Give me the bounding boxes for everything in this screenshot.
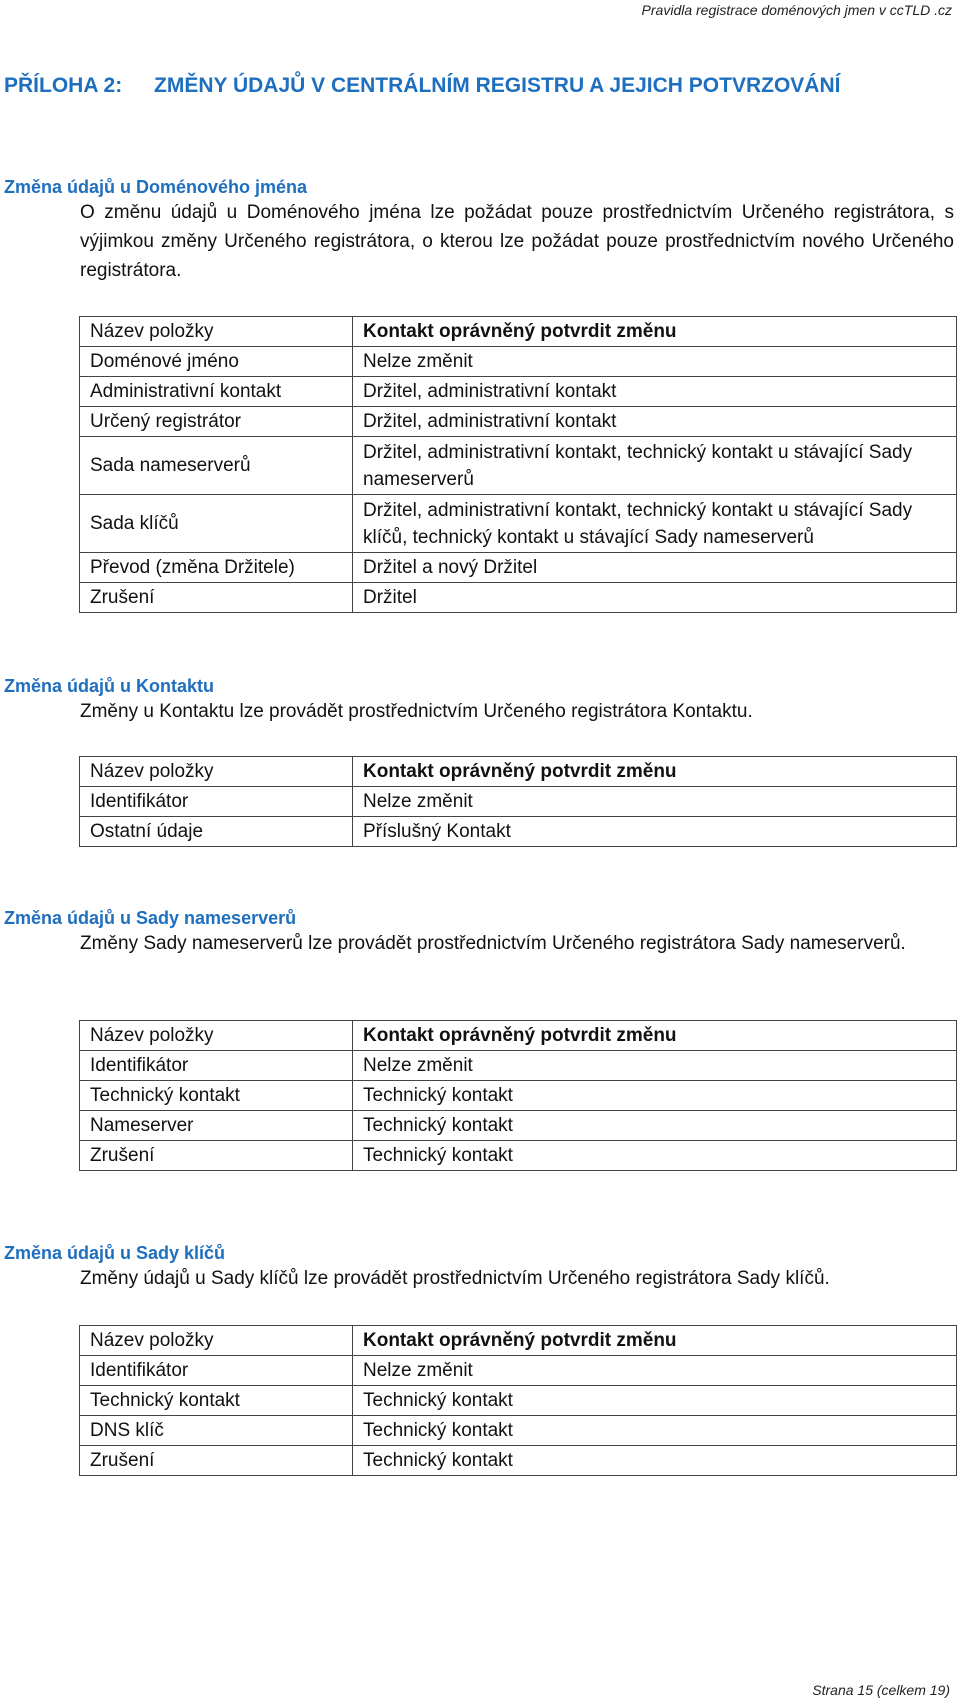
table-row [80, 437, 957, 495]
header-cell-contact: Kontakt oprávněný potvrdit změnu [353, 317, 957, 347]
cell-item: DNS klíč [80, 1416, 353, 1446]
table-row [80, 1356, 957, 1386]
section-paragraph: Změny Sady nameserverů lze provádět prostřednictvím Určeného registrátora Sady nameserverů. [80, 933, 906, 954]
table-row [80, 1051, 957, 1081]
table-keyset [79, 1325, 957, 1476]
header-cell-contact: Kontakt oprávněný potvrdit změnu [353, 757, 957, 787]
cell-item: Nameserver [80, 1111, 353, 1141]
cell-item: Sada klíčů [80, 495, 353, 553]
cell-item: Administrativní kontakt [80, 377, 353, 407]
section-nameserver-set [4, 907, 954, 958]
cell-contact: Technický kontakt [353, 1446, 957, 1476]
table-row [80, 817, 957, 847]
table-row [80, 1446, 957, 1476]
cell-contact: Držitel, administrativní kontakt, technický kontakt u stávající Sady klíčů, technický kontakt u stávající Sady nameserverů [353, 495, 957, 553]
cell-contact: Nelze změnit [353, 1356, 957, 1386]
table-row [80, 1386, 957, 1416]
cell-contact: Držitel [353, 583, 957, 613]
table-domain-name [79, 316, 957, 613]
cell-contact: Technický kontakt [353, 1111, 957, 1141]
section-domain-name [4, 176, 954, 285]
cell-item: Identifikátor [80, 1356, 353, 1386]
cell-contact: Držitel, administrativní kontakt [353, 377, 957, 407]
table-row [80, 407, 957, 437]
table-row [80, 377, 957, 407]
section-title: Změna údajů u Sady klíčů [4, 1243, 226, 1263]
cell-contact: Nelze změnit [353, 1051, 957, 1081]
cell-contact: Držitel, administrativní kontakt [353, 407, 957, 437]
table-row [80, 1081, 957, 1111]
header-cell-item: Název položky [80, 317, 353, 347]
header-cell-item: Název položky [80, 1021, 353, 1051]
cell-item: Sada nameserverů [80, 437, 353, 495]
appendix-label: PŘÍLOHA 2: [4, 74, 123, 97]
cell-item: Zrušení [80, 1141, 353, 1171]
page-number: Strana 15 (celkem 19) [812, 1682, 950, 1698]
cell-item: Technický kontakt [80, 1386, 353, 1416]
cell-item: Ostatní údaje [80, 817, 353, 847]
table-row [80, 553, 957, 583]
running-header: Pravidla registrace doménových jmen v ccTLD .cz [641, 2, 952, 18]
section-paragraph: Změny údajů u Sady klíčů lze provádět prostřednictvím Určeného registrátora Sady klíčů. [80, 1268, 830, 1289]
cell-item: Technický kontakt [80, 1081, 353, 1111]
section-title: Změna údajů u Kontaktu [4, 676, 215, 696]
table-header-row [80, 1021, 957, 1051]
cell-item: Zrušení [80, 1446, 353, 1476]
section-title: Změna údajů u Sady nameserverů [4, 908, 297, 928]
table-header-row [80, 317, 957, 347]
section-paragraph: O změnu údajů u Doménového jména lze požádat pouze prostřednictvím Určeného registrátora, s výjimkou změny Určeného registrátora, o kterou lze požádat pouze prostřednictvím nového Určeného registrátora. [80, 202, 954, 281]
cell-item: Převod (změna Držitele) [80, 553, 353, 583]
table-row [80, 787, 957, 817]
table-row [80, 495, 957, 553]
cell-contact: Technický kontakt [353, 1386, 957, 1416]
header-cell-item: Název položky [80, 1326, 353, 1356]
table-row [80, 1111, 957, 1141]
appendix-title: ZMĚNY ÚDAJŮ V CENTRÁLNÍM REGISTRU A JEJICH POTVRZOVÁNÍ [154, 74, 841, 97]
section-contact [4, 675, 954, 726]
table-row [80, 1141, 957, 1171]
cell-contact: Příslušný Kontakt [353, 817, 957, 847]
cell-item: Určený registrátor [80, 407, 353, 437]
cell-contact: Technický kontakt [353, 1141, 957, 1171]
cell-contact: Držitel a nový Držitel [353, 553, 957, 583]
cell-item: Zrušení [80, 583, 353, 613]
header-cell-contact: Kontakt oprávněný potvrdit změnu [353, 1326, 957, 1356]
cell-contact: Technický kontakt [353, 1416, 957, 1446]
header-cell-contact: Kontakt oprávněný potvrdit změnu [353, 1021, 957, 1051]
table-row [80, 1416, 957, 1446]
table-row [80, 583, 957, 613]
section-paragraph: Změny u Kontaktu lze provádět prostřednictvím Určeného registrátora Kontaktu. [80, 701, 753, 722]
cell-contact: Technický kontakt [353, 1081, 957, 1111]
header-cell-item: Název položky [80, 757, 353, 787]
table-header-row [80, 757, 957, 787]
table-row [80, 347, 957, 377]
table-contact [79, 756, 957, 847]
cell-contact: Držitel, administrativní kontakt, technický kontakt u stávající Sady nameserverů [353, 437, 957, 495]
table-nameserver-set [79, 1020, 957, 1171]
cell-item: Identifikátor [80, 1051, 353, 1081]
appendix-heading [4, 74, 944, 98]
section-keyset [4, 1242, 954, 1293]
cell-item: Doménové jméno [80, 347, 353, 377]
cell-contact: Nelze změnit [353, 347, 957, 377]
cell-item: Identifikátor [80, 787, 353, 817]
section-title: Změna údajů u Doménového jména [4, 177, 308, 197]
cell-contact: Nelze změnit [353, 787, 957, 817]
table-header-row [80, 1326, 957, 1356]
